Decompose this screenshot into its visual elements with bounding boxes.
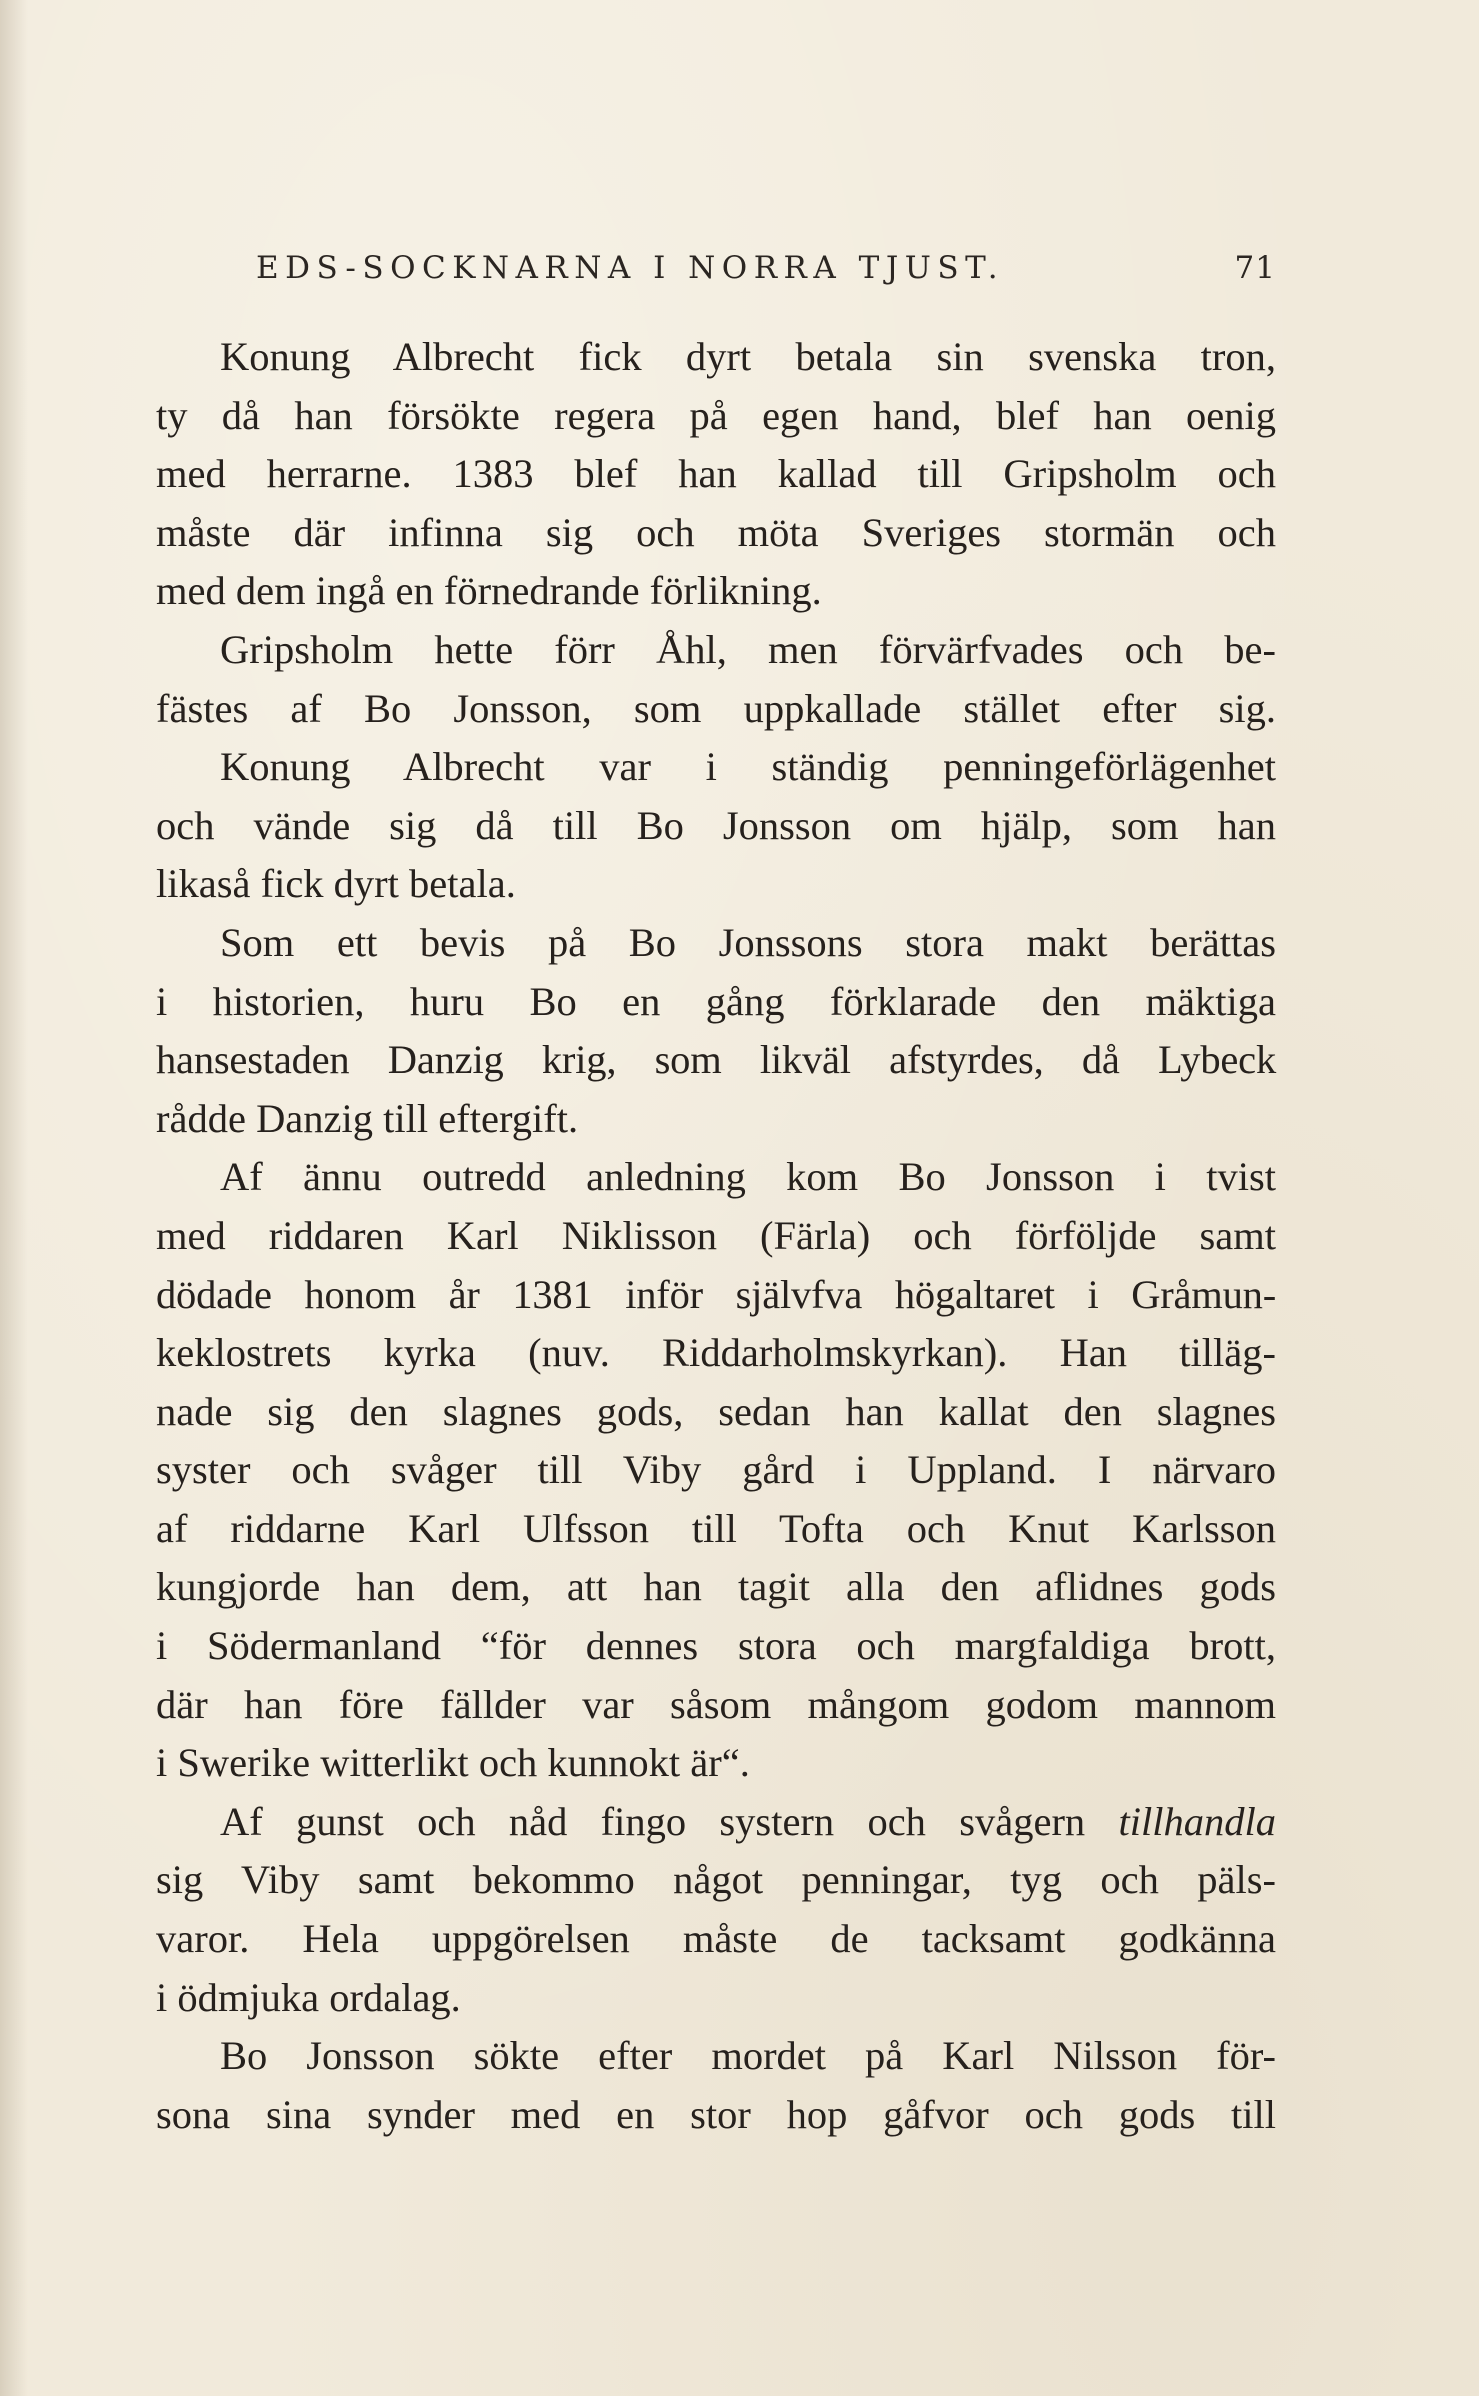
text-line: syster och svåger till Viby gård i Uppland. I närvaro	[156, 1447, 1276, 1493]
text-line: rådde Danzig till eftergift.	[156, 1095, 579, 1141]
text-line: Af ännu outredd anledning kom Bo Jonsson i tvist	[220, 1154, 1276, 1200]
text-line: ty då han försökte regera på egen hand, blef han oenig	[156, 392, 1276, 438]
text-line: Gripsholm hette förr Åhl, men förvärfvades och be-	[220, 626, 1276, 672]
page-edge-shadow	[0, 0, 28, 2396]
page-number: 71	[1234, 250, 1276, 286]
running-head-title: EDS-SOCKNARNA I NORRA TJUST.	[256, 250, 1005, 286]
text-line: sig Viby samt bekommo något penningar, tyg och päls-	[156, 1857, 1276, 1903]
body-text	[156, 328, 1276, 2144]
text-line: i Södermanland “för dennes stora och margfaldiga brott,	[156, 1623, 1276, 1669]
text-line: Konung Albrecht var i ständig penningeförlägenhet	[220, 744, 1276, 790]
text-line: Som ett bevis på Bo Jonssons stora makt berättas	[220, 919, 1276, 965]
running-head	[156, 250, 1276, 300]
text-line: Konung Albrecht fick dyrt betala sin svenska tron,	[220, 334, 1276, 379]
text-line: fästes af Bo Jonsson, som uppkallade stället efter sig.	[156, 685, 1276, 731]
text-span: Af gunst och nåd fingo systern och svågern	[220, 1798, 1086, 1844]
text-line: och vände sig då till Bo Jonsson om hjälp, som han	[156, 802, 1276, 848]
text-line: med herrarne. 1383 blef han kallad till Gripsholm och	[156, 451, 1276, 497]
text-line: där han före fällder var såsom mångom godom mannom	[156, 1681, 1276, 1727]
text-line: likaså fick dyrt betala.	[156, 861, 516, 907]
text-line: af riddarne Karl Ulfsson till Tofta och Knut Karlsson	[156, 1505, 1276, 1551]
italic-word: tillhandla	[1118, 1798, 1276, 1844]
text-line: med riddaren Karl Niklisson (Färla) och förföljde samt	[156, 1212, 1276, 1258]
text-line: sona sina synder med en stor hop gåfvor och gods till	[156, 2091, 1276, 2137]
text-line: i Swerike witterlikt och kunnokt är“.	[156, 1740, 750, 1786]
text-line: i ödmjuka ordalag.	[156, 1974, 461, 2020]
text-line-with-italic	[156, 1793, 1276, 1852]
text-line: måste där infinna sig och möta Sveriges stormän och	[156, 509, 1276, 555]
text-line: hansestaden Danzig krig, som likväl afstyrdes, då Lybeck	[156, 1037, 1276, 1083]
text-line: Bo Jonsson sökte efter mordet på Karl Nilsson för-	[220, 2033, 1276, 2079]
text-line: varor. Hela uppgörelsen måste de tacksamt godkänna	[156, 1916, 1276, 1962]
text-line: kungjorde han dem, att han tagit alla den aflidnes gods	[156, 1564, 1276, 1610]
text-line: keklostrets kyrka (nuv. Riddarholmskyrkan). Han tilläg-	[156, 1330, 1276, 1376]
text-line: dödade honom år 1381 inför självfva högaltaret i Gråmun-	[156, 1271, 1276, 1317]
text-line: med dem ingå en förnedrande förlikning.	[156, 568, 822, 614]
text-line: i historien, huru Bo en gång förklarade den mäktiga	[156, 978, 1276, 1024]
text-line: nade sig den slagnes gods, sedan han kallat den slagnes	[156, 1388, 1276, 1434]
